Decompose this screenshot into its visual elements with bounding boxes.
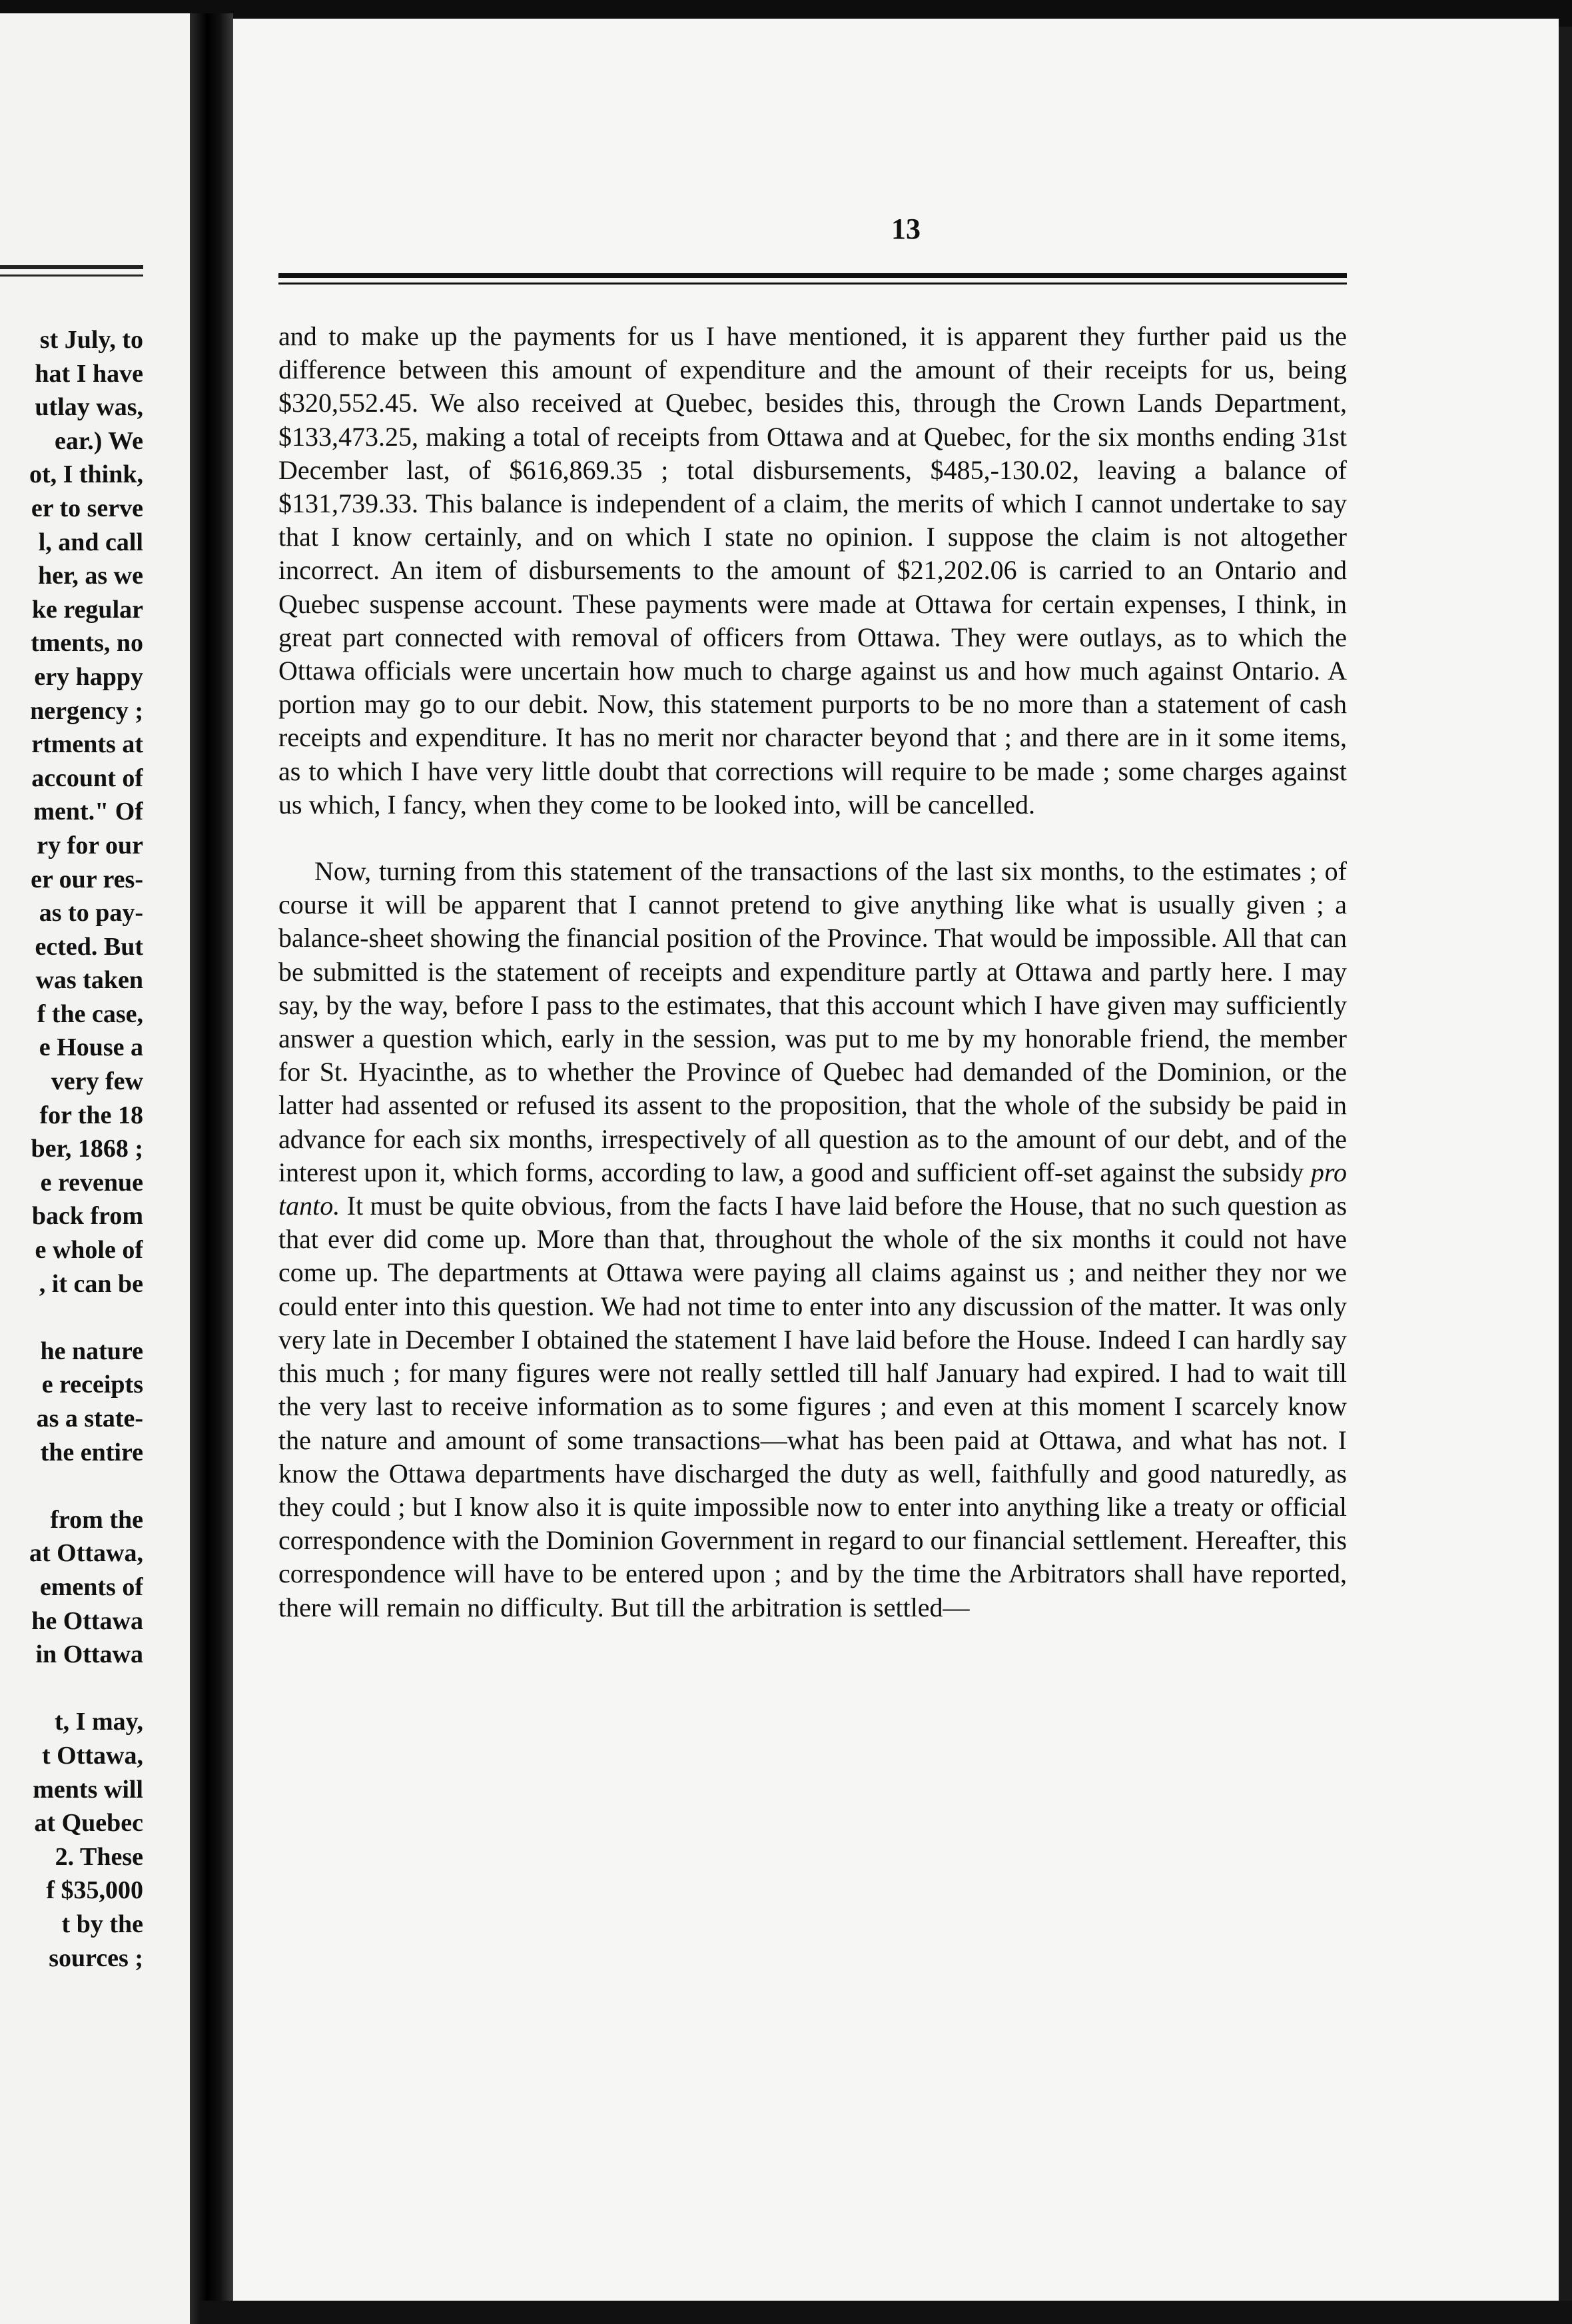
facing-page-line: e House a <box>39 1033 143 1062</box>
facing-page-line: in Ottawa <box>35 1640 143 1669</box>
facing-page-rule <box>0 265 143 269</box>
facing-page-line: ry for our <box>37 831 143 860</box>
facing-page-line: at Ottawa, <box>29 1539 143 1568</box>
book-gutter <box>190 13 233 2324</box>
facing-page-line: for the 18 <box>39 1101 143 1129</box>
facing-page-line: ery happy <box>34 662 143 691</box>
facing-page-line: 2. These <box>55 1842 143 1871</box>
main-page <box>233 19 1559 2301</box>
facing-page-line: t Ottawa, <box>42 1741 143 1770</box>
facing-page-line: he Ottawa <box>31 1606 143 1635</box>
header-rule <box>278 283 1347 285</box>
paragraph-text: It must be quite obvious, from the facts I have laid before the House, that no such question as that ever did come up. More than that, throughout the whole of the six months it could not have come up. The departments at Ottawa were paying all claims against us ; and neither they nor we could enter into this question. We had not time to enter into any discussion of the matter. It was only very late in December I obtained the statement I have laid before the House. Indeed I can hardly say this much ; for many figures were not really settled till half January had expired. I had to wait till the very last to receive information as to some figures ; and even at this moment I scarcely know the nature and amount of some transactions—what has been paid at Ottawa, and what has not. I know the Ottawa departments have discharged the duty as well, faithfully and good naturedly, as they could ; but I know also it is quite impossible now to enter into anything like a treaty or official correspondence with the Dominion Government in regard to our financial settlement. Hereafter, this correspondence will have to be entered upon ; and by the time the Arbitrators shall have reported, there will remain no difficulty. But till the arbitration is settled— <box>278 1191 1348 1622</box>
facing-page-gap <box>0 1469 143 1503</box>
facing-page-fragment <box>0 13 200 2324</box>
facing-page-line: t, I may, <box>55 1708 143 1736</box>
facing-page-line: f the case, <box>37 999 143 1028</box>
facing-page-line: hat I have <box>35 359 143 388</box>
body-text <box>278 320 1347 1624</box>
facing-page-line: e revenue <box>40 1168 143 1197</box>
facing-page-gap <box>0 1672 143 1706</box>
facing-page-line: , it can be <box>39 1269 143 1298</box>
facing-page-line: he nature <box>40 1337 143 1365</box>
paragraph <box>278 855 1347 1624</box>
facing-page-rule <box>0 275 143 277</box>
facing-page-line: l, and call <box>38 528 143 556</box>
paragraph-text: and to make up the payments for us I have mentioned, it is apparent they further paid us the difference between this amount of expenditure and the amount of their receipts for us, being $320,552.45. We also received at Quebec, besides this, through the Crown Lands Department, $133,473.25, making a total of receipts from Ottawa and at Quebec, for the six months ending 31st December last, of $616,869.35 ; total disbursements, $485,-130.02, leaving a balance of $131,739.33. This balance is independent of a claim, the merits of which I cannot undertake to say that I know certainly, and on which I state no opinion. I suppose the claim is not altogether incorrect. An item of disbursements to the amount of $21,202.06 is carried to an Ontario and Quebec suspense account. These payments were made at Ottawa for certain expenses, I think, in great part connected with removal of officers from Ottawa. They were outlays, as to which the Ottawa officials were uncertain how much to charge against us and how much against Ontario. A portion may go to our debit. Now, this statement purports to be no more than a statement of cash receipts and expenditure. It has no merit nor character beyond that ; and there are in it some items, as to which I have very little doubt that corrections will require to be made ; some charges against us which, I fancy, when they come to be looked into, will be cancelled. <box>278 321 1347 820</box>
facing-page-line: tments, no <box>31 629 143 658</box>
italic-phrase: pro tanto. <box>278 1157 1347 1221</box>
facing-page-line: at Quebec <box>34 1809 143 1838</box>
facing-page-text <box>0 323 143 1975</box>
facing-page-line: ke regular <box>31 595 143 624</box>
facing-page-line: er our res- <box>31 865 143 893</box>
page-number: 13 <box>891 213 921 245</box>
facing-page-line: as to pay- <box>39 899 143 927</box>
facing-page-line: utlay was, <box>35 393 143 422</box>
facing-page-line: t by the <box>61 1910 143 1938</box>
facing-page-line: the entire <box>40 1438 143 1466</box>
facing-page-gap <box>0 1301 143 1335</box>
facing-page-line: account of <box>31 764 143 792</box>
facing-page-line: ear.) We <box>55 426 143 455</box>
facing-page-line: back from <box>31 1202 143 1231</box>
facing-page-line: f $35,000 <box>46 1876 143 1905</box>
paragraph <box>278 320 1347 822</box>
header-rule <box>278 273 1347 278</box>
paragraph-text: Now, turning from this statement of the transactions of the last six months, to the estimates ; of course it will be apparent that I cannot pretend to give anything like what is usually given ; a balance-sheet showing the financial position of the Province. That would be impossible. All that can be submitted is the statement of receipts and expenditure partly at Ottawa and partly here. I may say, by the way, before I pass to the estimates, that this account which I have given may sufficiently answer a question which, early in the session, was put to me by my honorable friend, the member for St. Hyacinthe, as to whether the Province of Quebec had demanded of the Dominion, or the latter had assented or refused its assent to the proposition, that the whole of the subsidy be paid in advance for each six months, irrespectively of all question as to the amount of our debt, and of the interest upon it, which forms, according to law, a good and sufficient off-set against the subsidy <box>278 856 1347 1187</box>
facing-page-line: nergency ; <box>30 696 143 725</box>
facing-page-line: er to serve <box>31 494 143 522</box>
scan-bottom-edge <box>200 2301 1572 2324</box>
facing-page-line: ements of <box>39 1572 143 1601</box>
facing-page-line: was taken <box>35 966 143 995</box>
facing-page-line: rtments at <box>31 730 143 759</box>
facing-page-line: e whole of <box>35 1236 143 1265</box>
facing-page-line: her, as we <box>38 562 143 590</box>
facing-page-line: ment." Of <box>33 798 143 826</box>
facing-page-line: st July, to <box>39 326 143 354</box>
facing-page-line: e receipts <box>41 1371 143 1399</box>
facing-page-line: from the <box>50 1505 143 1534</box>
facing-page-line: ected. But <box>35 932 143 961</box>
facing-page-line: ber, 1868 ; <box>31 1135 143 1163</box>
facing-page-line: as a state- <box>36 1405 143 1433</box>
facing-page-line: ments will <box>33 1775 143 1804</box>
facing-page-line: sources ; <box>49 1944 143 1972</box>
facing-page-line: very few <box>51 1067 143 1096</box>
facing-page-line: ot, I think, <box>29 460 143 489</box>
